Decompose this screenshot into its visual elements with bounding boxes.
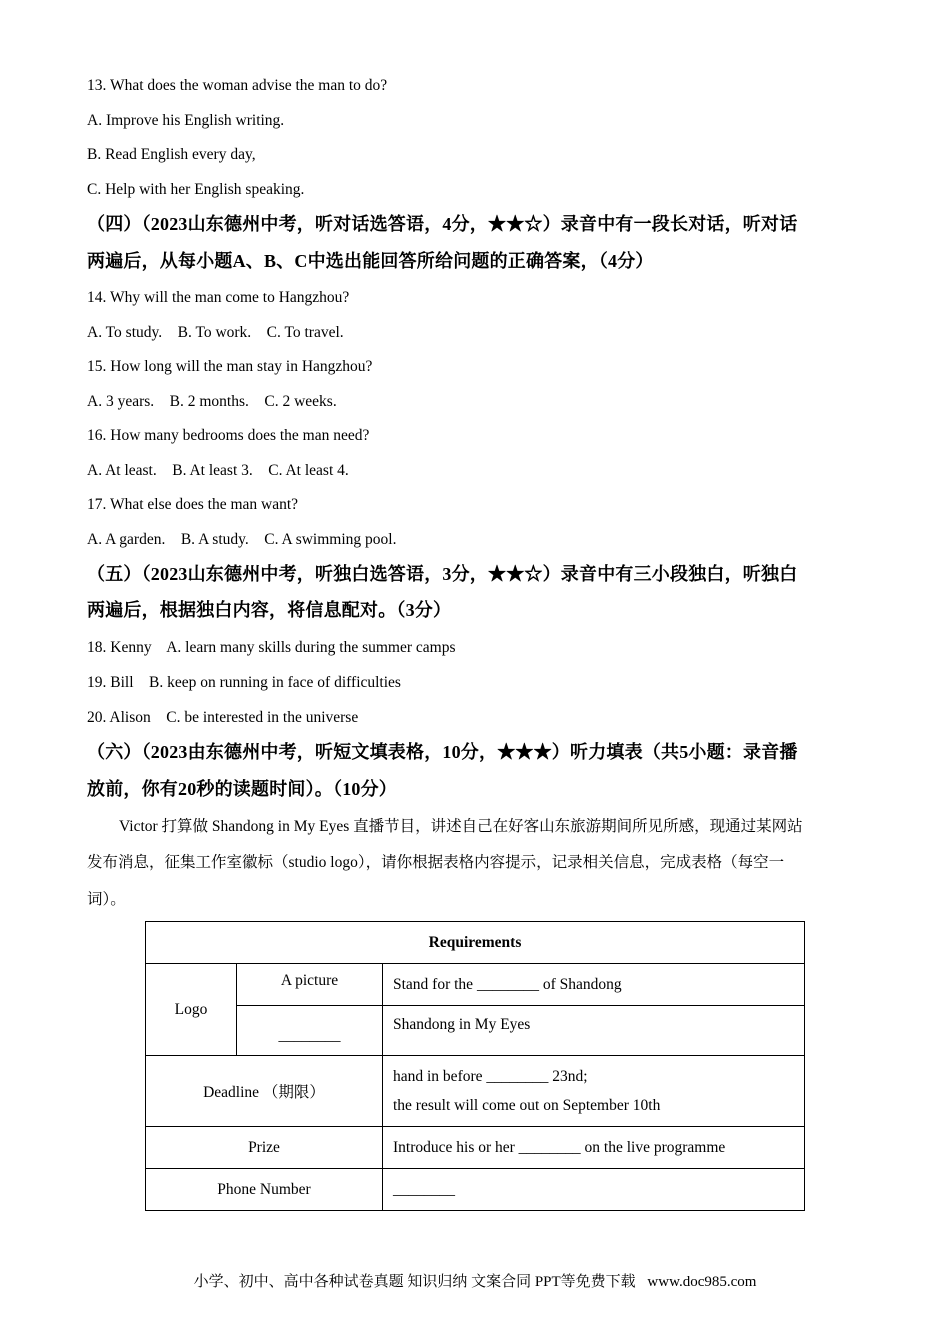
section4-heading-line1: （四）（2023山东德州中考，听对话选答语，4分，★★☆）录音中有一段长对话，听对话 bbox=[87, 214, 798, 234]
q13-option-c: C. Help with her English speaking. bbox=[87, 181, 305, 198]
matching-item-18: 18. Kenny A. learn many skills during the summer camps bbox=[87, 639, 456, 656]
footer-url[interactable]: www.doc985.com bbox=[647, 1274, 757, 1290]
prize-requirement: Introduce his or her ________ on the live programme bbox=[383, 1127, 805, 1169]
q13-question: 13. What does the woman advise the man to do? bbox=[87, 77, 388, 94]
intro-line3: 词）。 bbox=[87, 891, 126, 908]
table-header: Requirements bbox=[146, 922, 805, 964]
matching-item-19: 19. Bill B. keep on running in face of difficulties bbox=[87, 674, 401, 691]
matching-item-20: 20. Alison C. be interested in the universe bbox=[87, 709, 359, 726]
q16-options: A. At least. B. At least 3. C. At least 4. bbox=[87, 462, 349, 479]
section4-heading-line2: 两遍后，从每小题A、B、C中选出能回答所给问题的正确答案，（4分） bbox=[87, 251, 654, 271]
q15-question: 15. How long will the man stay in Hangzhou? bbox=[87, 358, 373, 375]
intro-line2: 发布消息，征集工作室徽标（studio logo），请你根据表格内容提示，记录相关信息，完成表格（每空一 bbox=[87, 854, 785, 871]
footer-text: 小学、初中、高中各种试卷真题 知识归纳 文案合同 PPT等免费下载 bbox=[193, 1274, 636, 1290]
q13-option-b: B. Read English every day, bbox=[87, 146, 256, 163]
q14-options: A. To study. B. To work. C. To travel. bbox=[87, 324, 344, 341]
q16-question: 16. How many bedrooms does the man need? bbox=[87, 427, 370, 444]
logo-name-requirement: Shandong in My Eyes bbox=[383, 1006, 805, 1056]
logo-blank: ________ bbox=[237, 1006, 383, 1056]
deadline-line2: the result will come out on September 10th bbox=[393, 1097, 661, 1114]
phone-label: Phone Number bbox=[146, 1169, 383, 1211]
picture-requirement: Stand for the ________ of Shandong bbox=[383, 964, 805, 1006]
prize-label: Prize bbox=[146, 1127, 383, 1169]
picture-label: A picture bbox=[237, 964, 383, 1006]
section5-heading-line1: （五）（2023山东德州中考，听独白选答语，3分，★★☆）录音中有三小段独白，听独白 bbox=[87, 564, 798, 584]
section6-heading-line1: （六）（2023由东德州中考，听短文填表格，10分，★★★）听力填表（共5小题：录音播 bbox=[87, 742, 798, 762]
q13-option-a: A. Improve his English writing. bbox=[87, 112, 285, 129]
requirements-table bbox=[145, 921, 805, 1211]
deadline-line1: hand in before ________ 23nd; bbox=[393, 1068, 588, 1085]
q17-question: 17. What else does the man want? bbox=[87, 496, 299, 513]
section5-heading-line2: 两遍后，根据独白内容，将信息配对。（3分） bbox=[87, 600, 452, 620]
q15-options: A. 3 years. B. 2 months. C. 2 weeks. bbox=[87, 393, 337, 410]
intro-line1: Victor 打算做 Shandong in My Eyes 直播节目，讲述自己在好客山东旅游期间所见所感，现通过某网站 bbox=[119, 818, 803, 835]
q14-question: 14. Why will the man come to Hangzhou? bbox=[87, 289, 350, 306]
section6-heading-line2: 放前，你有20秒的读题时间）。（10分） bbox=[87, 779, 397, 799]
logo-label: Logo bbox=[146, 964, 237, 1056]
q17-options: A. A garden. B. A study. C. A swimming pool. bbox=[87, 531, 397, 548]
page-footer bbox=[0, 1270, 950, 1291]
deadline-label: Deadline （期限） bbox=[146, 1056, 383, 1127]
deadline-requirement bbox=[383, 1056, 805, 1127]
phone-requirement: ________ bbox=[383, 1169, 805, 1211]
